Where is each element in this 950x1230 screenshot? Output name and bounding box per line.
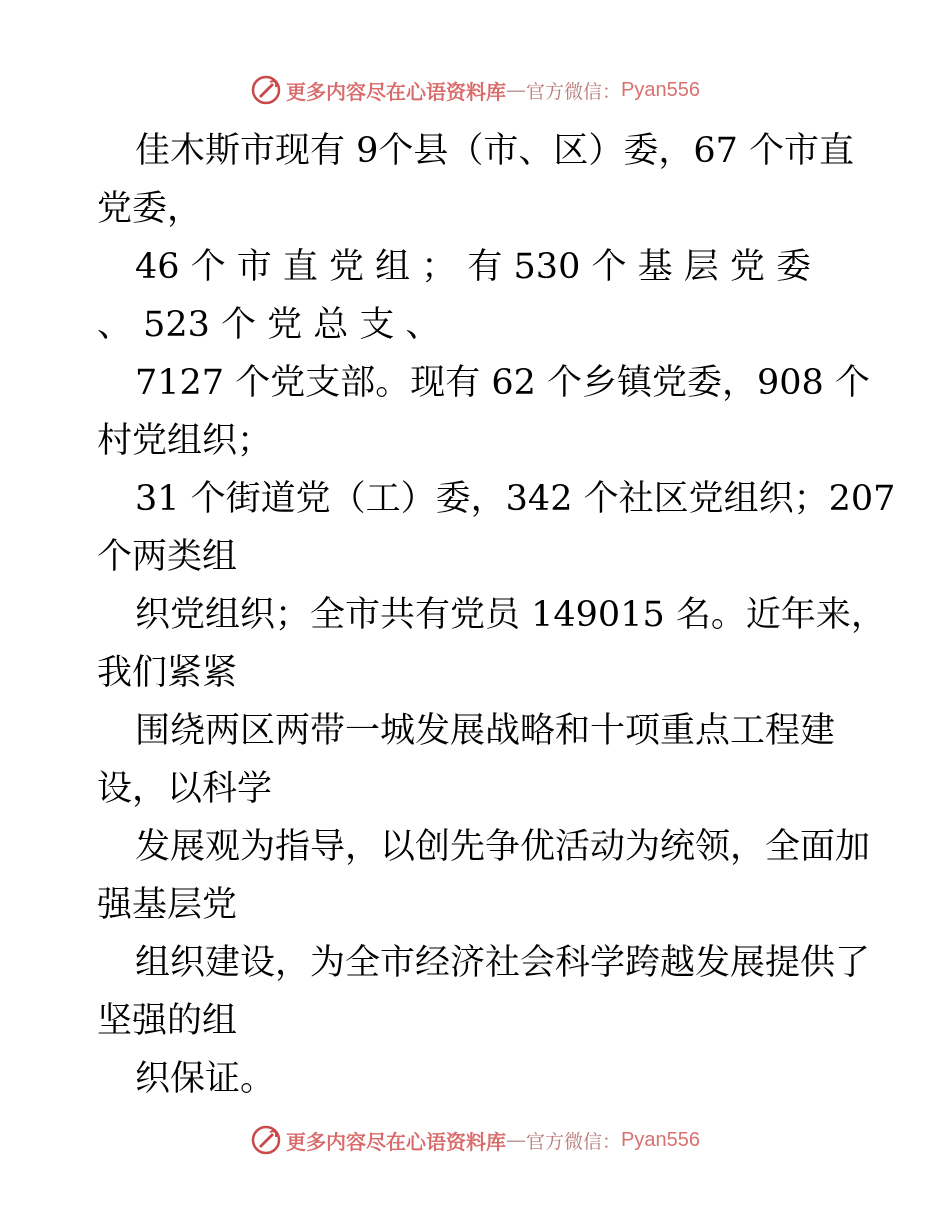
text-line: 围绕两区两带一城发展战略和十项重点工程建 [135, 711, 836, 751]
banner-wechat-label: 官方微信： [526, 1130, 622, 1153]
header-banner [0, 70, 950, 110]
text-line: 党委， [97, 189, 203, 229]
text-line: 46 个 市 直 党 组 ； 有 530 个 基 层 党 委 [135, 247, 811, 287]
quill-logo-icon [250, 1124, 282, 1156]
text-line: 31 个街道党（工）委，342 个社区党组织；207 [135, 479, 896, 519]
text-line: 组织建设，为全市经济社会科学跨越发展提供了 [135, 943, 871, 983]
text-line: 村党组织； [97, 421, 273, 461]
text-line: 我们紧紧 [97, 653, 238, 693]
banner-title: 更多内容尽在心语资料库 [286, 79, 506, 104]
text-line: 织保证。 [135, 1059, 276, 1099]
text-line: 佳木斯市现有 9个县（市、区）委，67 个市直 [135, 131, 855, 171]
document-body [97, 122, 896, 1108]
text-line: 坚强的组 [97, 1001, 238, 1041]
text-line: 发展观为指导，以创先争优活动为统领，全面加 [135, 827, 871, 867]
text-line: 设，以科学 [97, 769, 273, 809]
quill-logo-icon [250, 74, 282, 106]
text-line: 7127 个党支部。现有 62 个乡镇党委，908 个 [135, 363, 870, 403]
text-line: 、 523 个 党 总 支 、 [97, 305, 441, 345]
text-line: 强基层党 [97, 885, 238, 925]
banner-wechat-id: Pyan556 [621, 78, 700, 101]
footer-banner [0, 1120, 950, 1160]
banner-title: 更多内容尽在心语资料库 [286, 1129, 506, 1154]
text-line: 个两类组 [97, 537, 238, 577]
banner-dash: — [506, 1128, 526, 1152]
banner-wechat-label: 官方微信： [526, 80, 622, 103]
text-line: 织党组织；全市共有党员 149015 名。近年来， [135, 595, 886, 635]
banner-wechat-id: Pyan556 [621, 1128, 700, 1151]
banner-dash: — [506, 78, 526, 102]
